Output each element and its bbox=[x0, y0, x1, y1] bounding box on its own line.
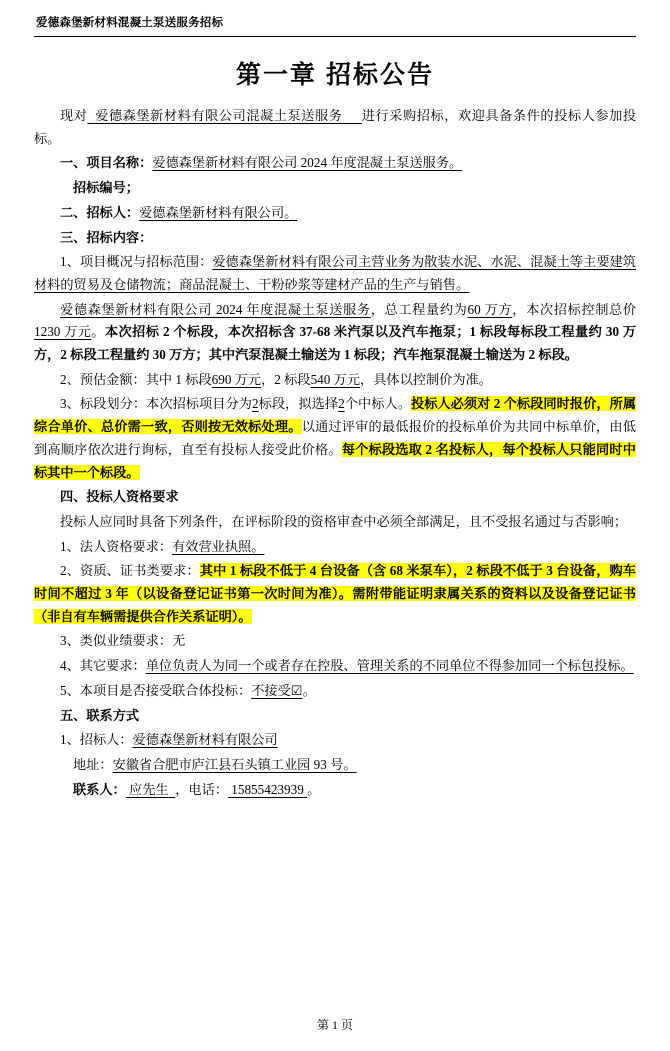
deposit-pre: 其中 1 标段 bbox=[145, 371, 212, 387]
qualification-intro-text: 投标人应同时具备下列条件，在评标阶段的资格审查中必须全部满足，且不受报名通过与否影响； bbox=[60, 513, 628, 529]
qualification-4-value: 单位负责人为同一个或者存在控股、管理关系的不同单位不得参加同一个标包投标。 bbox=[145, 658, 634, 674]
qualification-5-label: 5、本项目是否接受联合体投标： bbox=[60, 682, 252, 698]
qualification-1-label: 1、法人资格要求： bbox=[60, 538, 173, 554]
page-footer: 第 1 页 bbox=[316, 1018, 353, 1032]
volume-project: 爱德森堡新材料有限公司 2024 年度混凝土泵送服务 bbox=[60, 301, 371, 317]
contact-company-value: 爱德森堡新材料有限公司 bbox=[132, 732, 278, 748]
lot-highlight-1: 投标人必须对 2 个标段同时报价，所属综合单价、总价需一致，否则按无效标处理。 bbox=[34, 396, 637, 435]
contact-phone-value: 15855423939 bbox=[231, 781, 304, 797]
contact-address bbox=[34, 754, 636, 777]
item-content-heading bbox=[34, 227, 636, 250]
deposit-mid: ，2 标段 bbox=[261, 371, 311, 387]
item-bidder-label: 二、招标人： bbox=[60, 204, 140, 220]
intro-suffix: 进行采购招标，欢迎具备条件的投标人参加投标。 bbox=[34, 108, 637, 146]
qualification-1-value: 有效营业执照。 bbox=[172, 538, 265, 554]
intro-prefix: 现对 bbox=[60, 108, 88, 123]
deposit-lot2-amount: 540 万元 bbox=[310, 371, 361, 387]
contact-label: 五、联系方式 bbox=[60, 707, 140, 723]
qualification-5 bbox=[34, 680, 636, 703]
item-bidder bbox=[34, 202, 636, 225]
scope-label: 1、项目概况与招标范围： bbox=[60, 254, 213, 270]
qualification-1 bbox=[34, 536, 636, 559]
item-bid-number bbox=[34, 177, 636, 200]
qualification-3-label: 3、类似业绩要求： bbox=[60, 633, 173, 649]
qualification-3 bbox=[34, 630, 636, 653]
qualification-3-value: 无 bbox=[172, 633, 186, 649]
item-bidder-value: 爱德森堡新材料有限公司。 bbox=[139, 204, 298, 220]
qualification-4 bbox=[34, 655, 636, 678]
volume-control-price: 1230 万元 bbox=[34, 324, 92, 340]
lot-division-paragraph bbox=[34, 393, 636, 484]
lot-highlight-2: 每个标段选取 2 名投标人，每个投标人只能同时中标其中一个标段。 bbox=[34, 441, 636, 480]
page-title: 第一章 招标公告 bbox=[236, 61, 434, 89]
qualification-heading bbox=[34, 486, 636, 509]
qualification-5-end: 。 bbox=[302, 682, 316, 698]
item-content-label: 三、招标内容： bbox=[60, 229, 153, 245]
joint-bid-checkbox[interactable]: 不接受☑ bbox=[251, 682, 303, 698]
volume-total: 60 万方 bbox=[467, 301, 513, 317]
lot-division-after: 以通过评审的最低报价的投标单价为共同中标单价，由低到高顺序依次进行询标，直至有投标人接受此价格。 bbox=[34, 419, 636, 457]
contact-person-end: 。 bbox=[307, 781, 321, 797]
contact-company bbox=[34, 729, 636, 752]
lot-division-mid2: 个中标人。 bbox=[344, 396, 411, 412]
intro-subject-underline-tail bbox=[343, 108, 362, 123]
qualification-2-highlight: 其中 1 标段不低于 4 台设备（含 68 米泵车），2 标段不低于 3 台设备，购车时间不超过 3 年（以设备登记证书第一次时间为准）。需附带能证明隶属关系的资料以及设备登记证书（非自有车辆需提供合作关系证明）。 bbox=[34, 563, 636, 624]
item-project-name-label: 一、项目名称： bbox=[60, 155, 153, 171]
lot-count: 2 bbox=[252, 396, 259, 412]
contact-company-label: 1、招标人： bbox=[60, 732, 133, 748]
lot-division-label: 3、标段划分： bbox=[60, 396, 147, 412]
contact-person-label: 联系人： bbox=[73, 781, 126, 797]
contact-person bbox=[34, 779, 636, 802]
contact-heading bbox=[34, 705, 636, 728]
deposit-tail: ，具体以控制价为准。 bbox=[360, 371, 492, 387]
qualification-label: 四、投标人资格要求 bbox=[60, 489, 179, 505]
qualification-4-label: 4、其它要求： bbox=[60, 658, 146, 674]
deposit-lot1-amount: 690 万元 bbox=[211, 371, 262, 387]
lot-division-mid: 标段，拟选择 bbox=[258, 396, 339, 412]
volume-text-2: ，本次招标控制总价 bbox=[512, 301, 637, 317]
volume-text-1: ，总工程量约为 bbox=[370, 301, 468, 317]
winner-count: 2 bbox=[338, 396, 345, 412]
contact-phone-label: ，电话： bbox=[175, 781, 228, 797]
volume-text-3: 。 bbox=[91, 324, 105, 340]
deposit-paragraph bbox=[34, 369, 636, 392]
scope-paragraph bbox=[34, 251, 636, 296]
volume-bold-detail: 本次招标 2 个标段，本次招标含 37-68 米汽泵以及汽车拖泵；1 标段每标段工程量约 30 万方，2 标段工程量约 30 万方；其中汽泵混凝土输送为 1 标段；汽车拖泵混凝土输送为 2 标段。 bbox=[34, 324, 637, 363]
item-project-name bbox=[34, 152, 636, 175]
scope-value: 爱德森堡新材料有限公司主营业务为散装水泥、水泥、混凝土等主要建筑材料的贸易及仓储物流；商品混凝土、干粉砂浆等建材产品的生产与销售。 bbox=[34, 254, 636, 292]
qualification-2-label: 2、资质、证书类要求： bbox=[60, 563, 200, 579]
lot-division-pre: 本次招标项目分为 bbox=[146, 396, 253, 412]
contact-address-label: 地址： bbox=[73, 756, 113, 772]
intro-paragraph bbox=[34, 105, 636, 150]
item-project-name-value: 爱德森堡新材料有限公司 2024 年度混凝土泵送服务。 bbox=[152, 155, 463, 171]
contact-person-value: 应先生 bbox=[129, 781, 169, 797]
qualification-2 bbox=[34, 560, 636, 628]
contact-address-value: 安徽省合肥市庐江县石头镇工业园 93 号。 bbox=[112, 756, 357, 772]
volume-paragraph bbox=[34, 299, 636, 367]
header-divider bbox=[34, 36, 636, 37]
item-bid-number-label: 招标编号； bbox=[73, 180, 139, 196]
deposit-label: 2、预估金额： bbox=[60, 371, 146, 387]
intro-subject: 爱德森堡新材料有限公司混凝土泵送服务 bbox=[95, 108, 343, 123]
document-header-title: 爱德森堡新材料混凝土泵送服务招标 bbox=[36, 17, 224, 29]
qualification-intro bbox=[34, 511, 636, 534]
